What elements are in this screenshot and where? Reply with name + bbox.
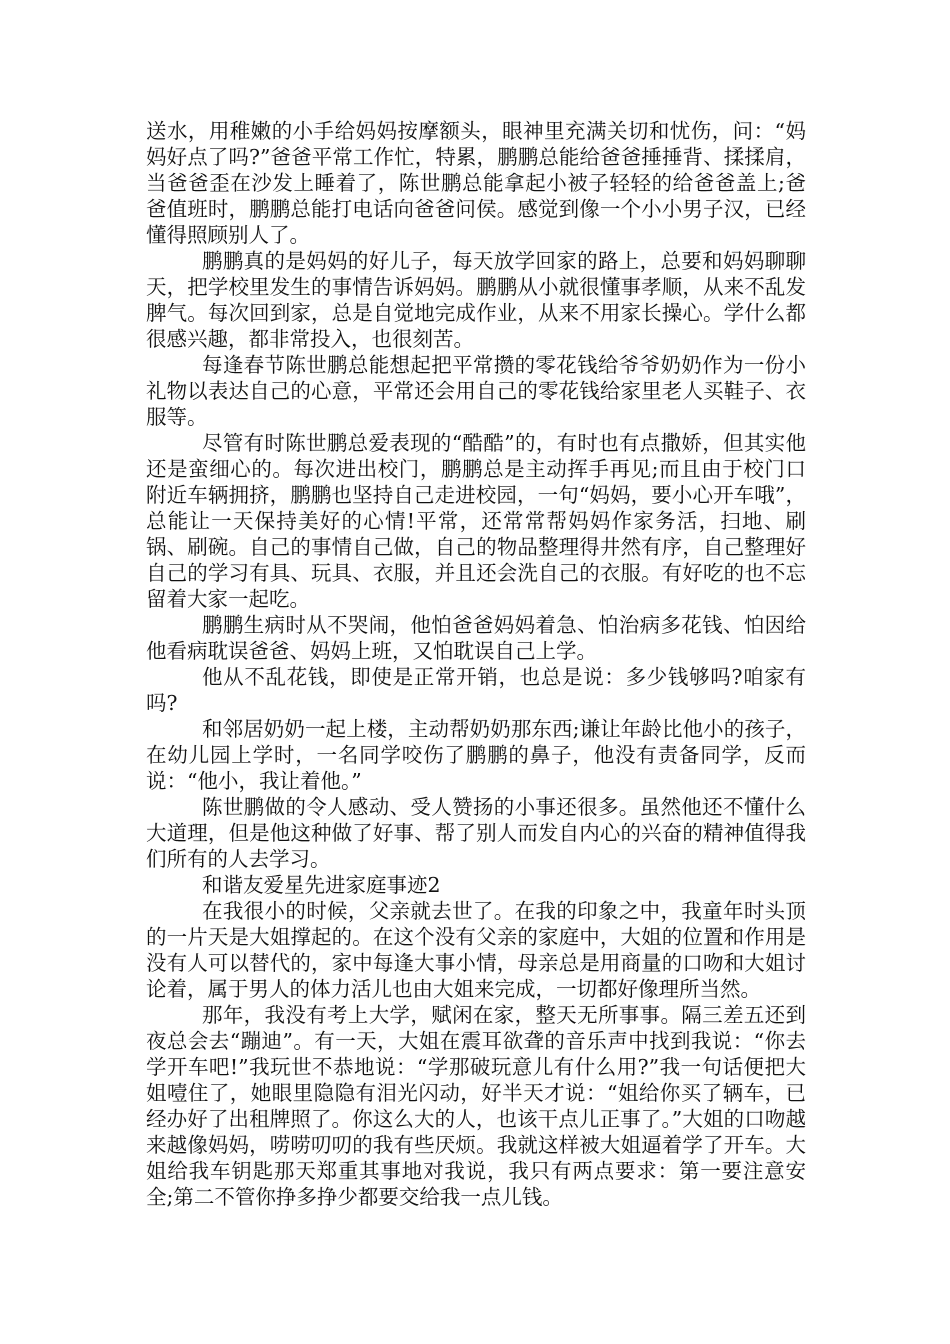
paragraph: 和邻居奶奶一起上楼，主动帮奶奶那东西;谦让年龄比他小的孩子，在幼儿园上学时，一名同学咬伤了鹏鹏的鼻子，他没有责备同学，反而说：“他小，我让着他。” [146,717,806,793]
paragraph: 陈世鹏做的令人感动、受人赞扬的小事还很多。虽然他还不懂什么大道理，但是他这种做了好事、帮了别人而发自内心的兴奋的精神值得我们所有的人去学习。 [146,795,806,871]
paragraph: 那年，我没有考上大学，赋闲在家，整天无所事事。隔三差五还到夜总会去“蹦迪”。有一天，大姐在震耳欲聋的音乐声中找到我说：“你去学开车吧!”我玩世不恭地说：“学那破玩意儿有什么用?”我一句话便把大姐噎住了，她眼里隐隐有泪光闪动，好半天才说：“姐给你买了辆车，已经办好了出租牌照了。你这么大的人，也该干点儿正事了。”大姐的口吻越来越像妈妈，唠唠叨叨的我有些厌烦。我就这样被大姐逼着学了开车。大姐给我车钥匙那天郑重其事地对我说，我只有两点要求：第一要注意安全;第二不管你挣多挣少都要交给我一点儿钱。 [146,1003,806,1209]
paragraph: 他从不乱花钱，即使是正常开销，也总是说：多少钱够吗?咱家有吗? [146,665,806,715]
paragraph: 送水，用稚嫩的小手给妈妈按摩额头，眼神里充满关切和忧伤，问：“妈妈好点了吗?”爸爸平常工作忙，特累，鹏鹏总能给爸爸捶捶背、揉揉肩，当爸爸歪在沙发上睡着了，陈世鹏总能拿起小被子轻轻的给爸爸盖上;爸爸值班时，鹏鹏总能打电话向爸爸问侯。感觉到像一个小小男子汉，已经懂得照顾别人了。 [146,119,806,247]
document-body [146,118,806,1210]
paragraph: 鹏鹏生病时从不哭闹，他怕爸爸妈妈着急、怕治病多花钱、怕因给他看病耽误爸爸、妈妈上班，又怕耽误自己上学。 [146,613,806,663]
paragraph: 在我很小的时候，父亲就去世了。在我的印象之中，我童年时头顶的一片天是大姐撑起的。在这个没有父亲的家庭中，大姐的位置和作用是没有人可以替代的，家中每逢大事小情，母亲总是用商量的口吻和大姐讨论着，属于男人的体力活儿也由大姐来完成，一切都好像理所当然。 [146,899,806,1001]
paragraph: 每逢春节陈世鹏总能想起把平常攒的零花钱给爷爷奶奶作为一份小礼物以表达自己的心意，平常还会用自己的零花钱给家里老人买鞋子、衣服等。 [146,353,806,429]
paragraph: 鹏鹏真的是妈妈的好儿子，每天放学回家的路上，总要和妈妈聊聊天，把学校里发生的事情告诉妈妈。鹏鹏从小就很懂事孝顺，从来不乱发脾气。每次回到家，总是自觉地完成作业，从来不用家长操心。学什么都很感兴趣，都非常投入，也很刻苦。 [146,249,806,351]
paragraph: 尽管有时陈世鹏总爱表现的“酷酷”的，有时也有点撒娇，但其实他还是蛮细心的。每次进出校门，鹏鹏总是主动挥手再见;而且由于校门口附近车辆拥挤，鹏鹏也坚持自己走进校园，一句“妈妈，要小心开车哦”，总能让一天保持美好的心情!平常，还常常帮妈妈作家务活，扫地、刷锅、刷碗。自己的事情自己做，自己的物品整理得井然有序，自己整理好自己的学习有具、玩具、衣服，并且还会洗自己的衣服。有好吃的也不忘留着大家一起吃。 [146,431,806,611]
section-heading: 和谐友爱星先进家庭事迹2 [202,873,441,897]
